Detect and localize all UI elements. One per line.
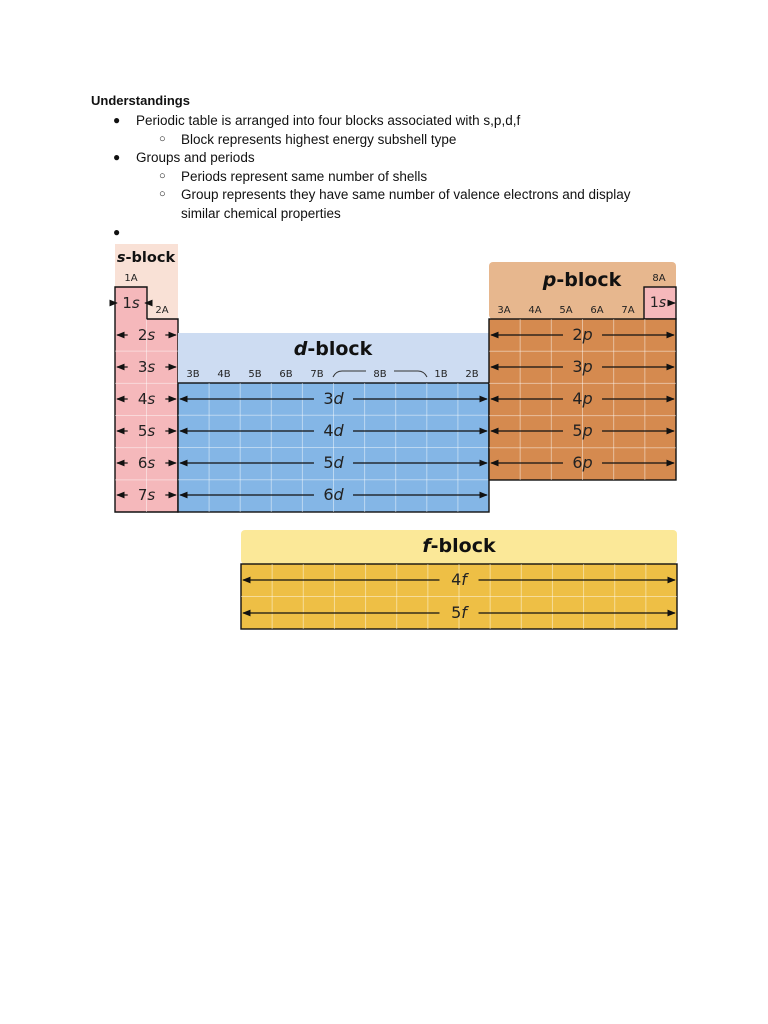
f-block-title: f-block xyxy=(422,534,496,557)
group-label-6b: 6B xyxy=(279,369,293,380)
s-row-label: 5s xyxy=(137,421,156,440)
group-label-2b: 2B xyxy=(465,369,479,380)
p-block-title: p-block xyxy=(542,268,622,291)
hollow-bullet-icon: ○ xyxy=(159,170,166,182)
list-item-text: Periods represent same number of shells xyxy=(181,169,428,184)
d-row-label: 4d xyxy=(323,420,344,440)
bullet-icon: ● xyxy=(113,150,121,164)
group-label-5a: 5A xyxy=(559,305,573,316)
group-label-5b: 5B xyxy=(248,369,262,380)
group-label-1b: 1B xyxy=(434,369,448,380)
d-block-title: d-block xyxy=(293,337,373,360)
list-item-text: Group represents they have same number of valence electrons and display similar chemical properties xyxy=(181,187,631,221)
d-row-label: 3d xyxy=(323,388,344,408)
group-label-4b: 4B xyxy=(217,369,231,380)
list-item-text: Block represents highest energy subshell type xyxy=(181,132,457,147)
bullet-icon: ● xyxy=(113,113,121,127)
p-row-label: 3p xyxy=(572,356,593,376)
s-row-label: 4s xyxy=(137,389,156,408)
f-row-label: 5f xyxy=(451,602,467,622)
hollow-bullet-icon: ○ xyxy=(159,133,166,145)
group-label-2a: 2A xyxy=(155,305,169,316)
p-row-label: 6p xyxy=(572,452,593,472)
section-heading: Understandings xyxy=(91,93,190,108)
d-row-label: 5d xyxy=(323,452,344,472)
group-label-7b: 7B xyxy=(310,369,324,380)
p-row-label: 5p xyxy=(572,420,593,440)
list-item-text: Groups and periods xyxy=(136,150,255,165)
hollow-bullet-icon: ○ xyxy=(159,188,166,200)
p-row-label: 2p xyxy=(572,324,593,344)
s-row-label: 1s xyxy=(122,293,140,312)
group-label-8b: 8B xyxy=(373,369,387,380)
s-row-label: 2s xyxy=(137,325,156,344)
bullet-icon: ● xyxy=(113,225,121,239)
group-label-3a: 3A xyxy=(497,305,511,316)
s-row-label: 3s xyxy=(137,357,156,376)
s-block-title: s-block xyxy=(116,250,176,266)
s-row-label: 7s xyxy=(137,485,156,504)
group-label-3b: 3B xyxy=(186,369,200,380)
group-label-7a: 7A xyxy=(621,305,635,316)
helium-row-label: 1s xyxy=(649,295,667,311)
s-row-label: 6s xyxy=(137,453,156,472)
p-row-label: 4p xyxy=(572,388,593,408)
list-item-text: Periodic table is arranged into four blocks associated with s,p,d,f xyxy=(136,113,521,128)
group-label-1a: 1A xyxy=(124,273,138,284)
group-label-8a: 8A xyxy=(652,273,666,284)
group-label-4a: 4A xyxy=(528,305,542,316)
group-label-6a: 6A xyxy=(590,305,604,316)
d-row-label: 6d xyxy=(323,484,344,504)
f-row-label: 4f xyxy=(451,569,467,589)
